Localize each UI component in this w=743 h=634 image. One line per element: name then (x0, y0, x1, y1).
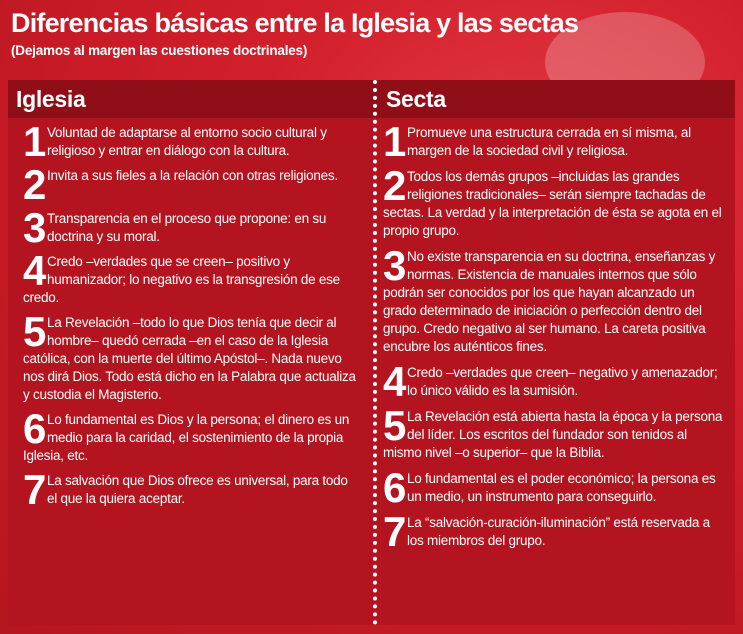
secta-column (383, 118, 723, 558)
item-text: Promueve una estructura cerrada en sí misma, al margen de la sociedad civil y religiosa. (407, 125, 691, 158)
secta-item-2 (383, 162, 723, 240)
item-number: 6 (23, 405, 47, 452)
item-number: 1 (383, 118, 407, 165)
item-text: Lo fundamental es el poder económico; la persona es un medio, un instrumento para conseguirlo. (407, 471, 716, 504)
iglesia-column (23, 118, 357, 515)
item-text: Voluntad de adaptarse al entorno socio cultural y religioso y entrar en diálogo con la cultura. (47, 125, 327, 158)
secta-item-5 (383, 402, 723, 462)
iglesia-item-3 (23, 204, 357, 251)
page-title: Diferencias básicas entre la Iglesia y las sectas (11, 8, 579, 38)
secta-column-title: Secta (386, 86, 446, 112)
comparison-panel (8, 80, 735, 625)
secta-item-6 (383, 464, 723, 511)
iglesia-item-5 (23, 308, 357, 404)
secta-item-3 (383, 242, 723, 356)
item-number: 6 (383, 464, 407, 511)
item-text: Invita a sus fieles a la relación con otras religiones. (47, 168, 338, 183)
secta-item-1 (383, 118, 723, 165)
iglesia-item-7 (23, 466, 357, 513)
item-number: 7 (23, 466, 47, 513)
item-number: 1 (23, 118, 47, 165)
item-text: No existe transparencia en su doctrina, enseñanzas y normas. Existencia de manuales internos que sólo podrán ser conocidos por los que hayan alcanzado un grado determinado de iniciación o perfección dentro del grupo. Credo negativo al ser humano. La careta positiva encubre los auténticos fines. (383, 249, 716, 354)
iglesia-item-1 (23, 118, 357, 165)
iglesia-item-4 (23, 247, 357, 307)
column-header-band (8, 80, 735, 118)
page-subtitle: (Dejamos al margen las cuestiones doctrinales) (11, 43, 308, 58)
iglesia-column-title: Iglesia (16, 86, 86, 112)
item-text: Transparencia en el proceso que propone: en su doctrina y su moral. (47, 211, 327, 244)
item-text: La Revelación está abierta hasta la época y la persona del líder. Los escritos del fundador son tenidos al mismo nivel –o superior– que la Biblia. (383, 409, 723, 460)
item-text: Credo –verdades que se creen– positivo y humanizador; lo negativo es la transgresión de ese credo. (23, 254, 340, 305)
secta-item-7 (383, 508, 723, 555)
item-text: La Revelación –todo lo que Dios tenía que decir al hombre– quedó cerrada –en el caso de la Iglesia católica, con la muerte del último Apóstol–. Nada nuevo nos dirá Dios. Todo está dicho en la Palabra que actualiza y custodia el Magisterio. (23, 315, 356, 402)
secta-item-4 (383, 358, 723, 405)
item-number: 5 (23, 308, 47, 355)
item-text: Lo fundamental es Dios y la persona; el dinero es un medio para la caridad, el sostenimiento de la propia Iglesia, etc. (23, 412, 350, 463)
item-number: 2 (383, 162, 407, 209)
item-number: 2 (23, 161, 47, 208)
item-number: 4 (383, 358, 407, 405)
iglesia-item-6 (23, 405, 357, 465)
dotted-divider (373, 80, 377, 625)
item-text: La “salvación-curación-iluminación” está reservada a los miembros del grupo. (407, 515, 710, 548)
item-number: 5 (383, 402, 407, 449)
item-number: 3 (23, 204, 47, 251)
item-number: 7 (383, 508, 407, 555)
iglesia-item-2 (23, 161, 357, 208)
item-text: Todos los demás grupos –incluidas las grandes religiones tradicionales– serán siempre tachadas de sectas. La verdad y la interpretación de ésta se agota en el propio grupo. (383, 169, 722, 238)
item-number: 4 (23, 247, 47, 294)
item-number: 3 (383, 242, 407, 289)
item-text: Credo –verdades que creen– negativo y amenazador; lo único válido es la sumisión. (407, 365, 718, 398)
item-text: La salvación que Dios ofrece es universal, para todo el que la quiera aceptar. (47, 473, 348, 506)
